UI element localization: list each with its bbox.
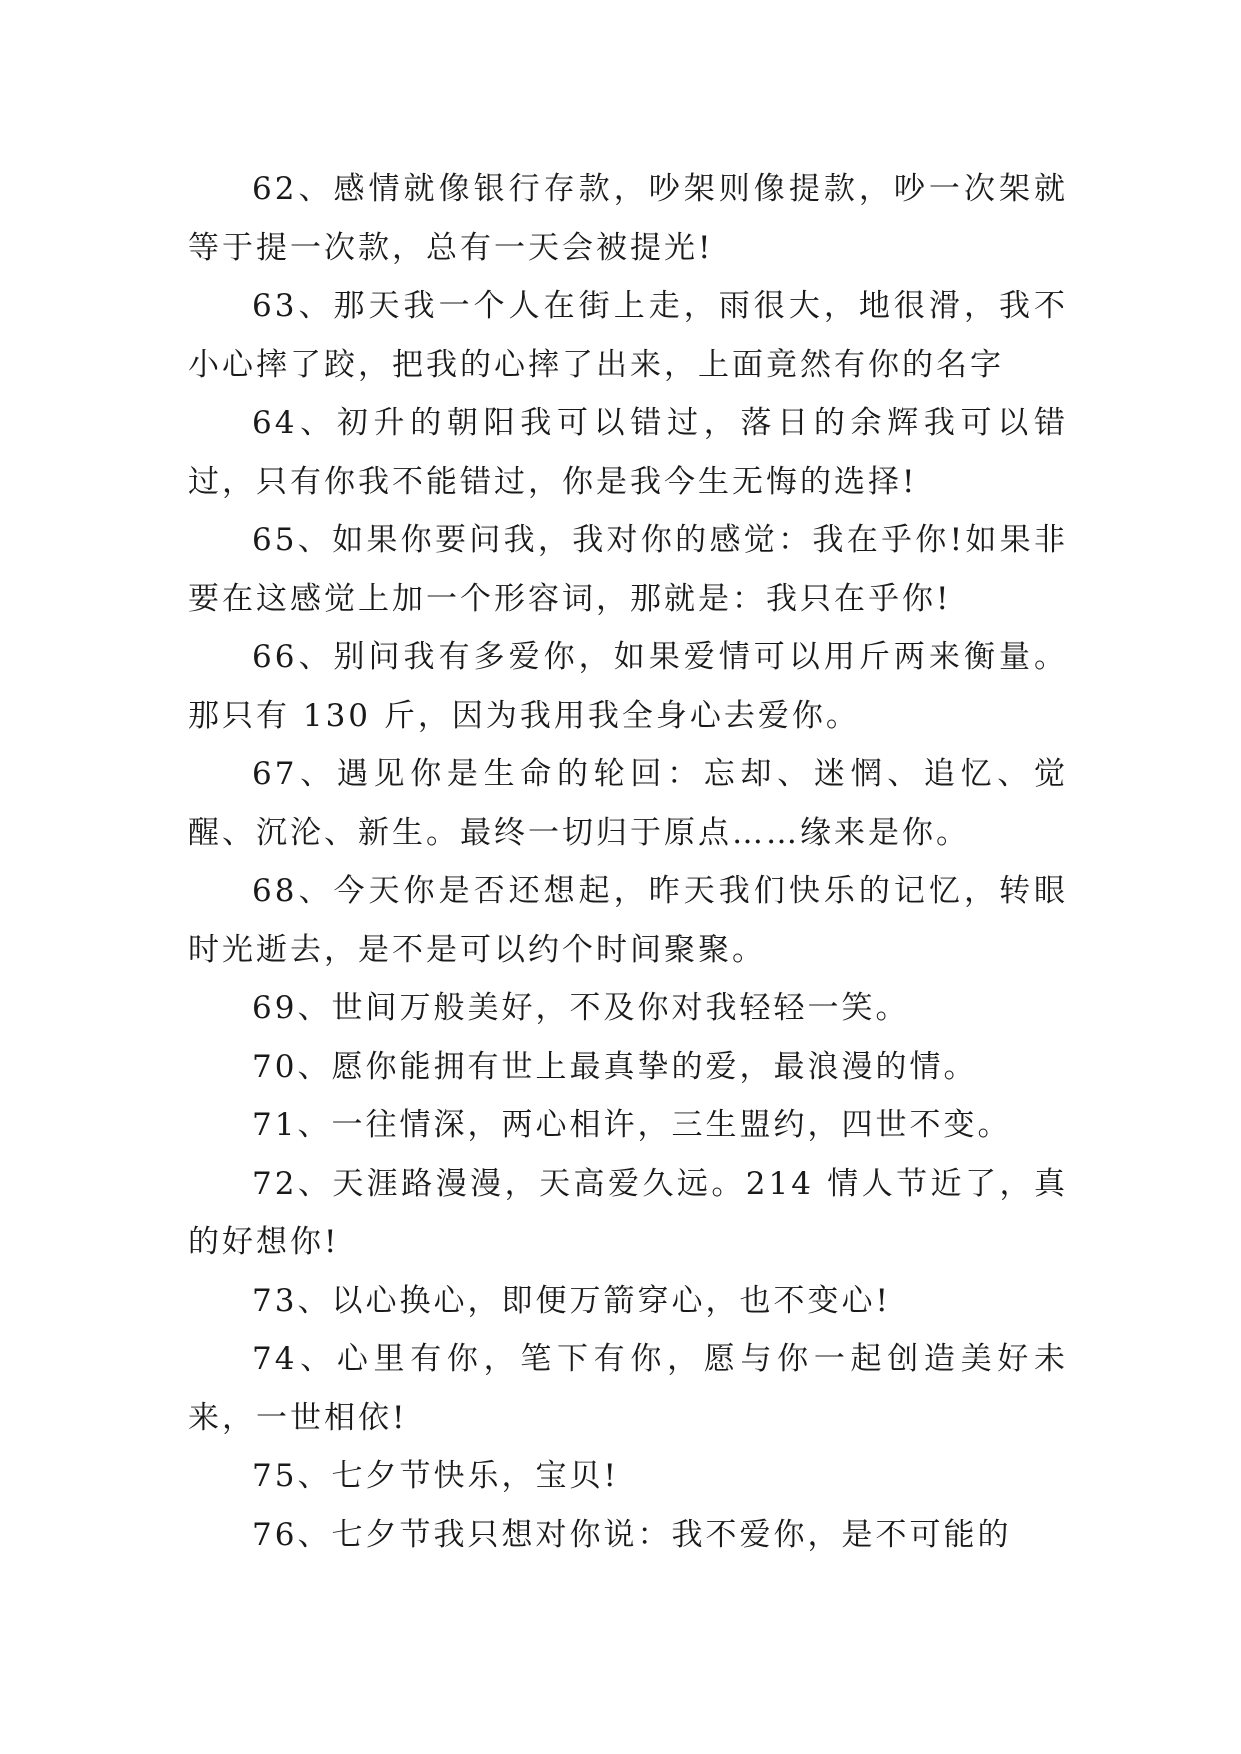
paragraph-76: 76、七夕节我只想对你说：我不爱你，是不可能的 — [252, 1516, 1012, 1553]
paragraph-65: 65、如果你要问我，我对你的感觉：我在乎你!如果非要在这感觉上加一个形容词，那就是：我只在乎你! — [188, 522, 1068, 617]
paragraph-72: 72、天涯路漫漫，天高爱久远。214 情人节近了，真的好想你! — [188, 1165, 1068, 1260]
paragraph-66: 66、别问我有多爱你，如果爱情可以用斤两来衡量。那只有 130 斤，因为我用我全身心去爱你。 — [188, 639, 1068, 734]
document-body — [188, 160, 1068, 1564]
paragraph-69: 69、世间万般美好，不及你对我轻轻一笑。 — [252, 990, 910, 1026]
paragraph-74: 74、心里有你，笔下有你，愿与你一起创造美好未来，一世相依! — [188, 1341, 1068, 1436]
paragraph-73: 73、以心换心，即便万箭穿心，也不变心! — [252, 1282, 891, 1319]
paragraph-70: 70、愿你能拥有世上最真挚的爱，最浪漫的情。 — [252, 1048, 978, 1085]
paragraph-63: 63、那天我一个人在街上走，雨很大，地很滑，我不小心摔了跤，把我的心摔了出来，上面竟然有你的名字 — [188, 288, 1068, 383]
paragraph-75: 75、七夕节快乐，宝贝! — [252, 1458, 619, 1494]
paragraph-67: 67、遇见你是生命的轮回：忘却、迷惘、追忆、觉醒、沉沦、新生。最终一切归于原点……缘来是你。 — [188, 756, 1068, 851]
paragraph-68: 68、今天你是否还想起，昨天我们快乐的记忆，转眼时光逝去，是不是可以约个时间聚聚。 — [188, 873, 1068, 968]
paragraph-62: 62、感情就像银行存款，吵架则像提款，吵一次架就等于提一次款，总有一天会被提光! — [188, 171, 1068, 266]
paragraph-71: 71、一往情深，两心相许，三生盟约，四世不变。 — [252, 1107, 1012, 1143]
paragraph-64: 64、初升的朝阳我可以错过，落日的余辉我可以错过，只有你我不能错过，你是我今生无悔的选择! — [188, 405, 1068, 500]
